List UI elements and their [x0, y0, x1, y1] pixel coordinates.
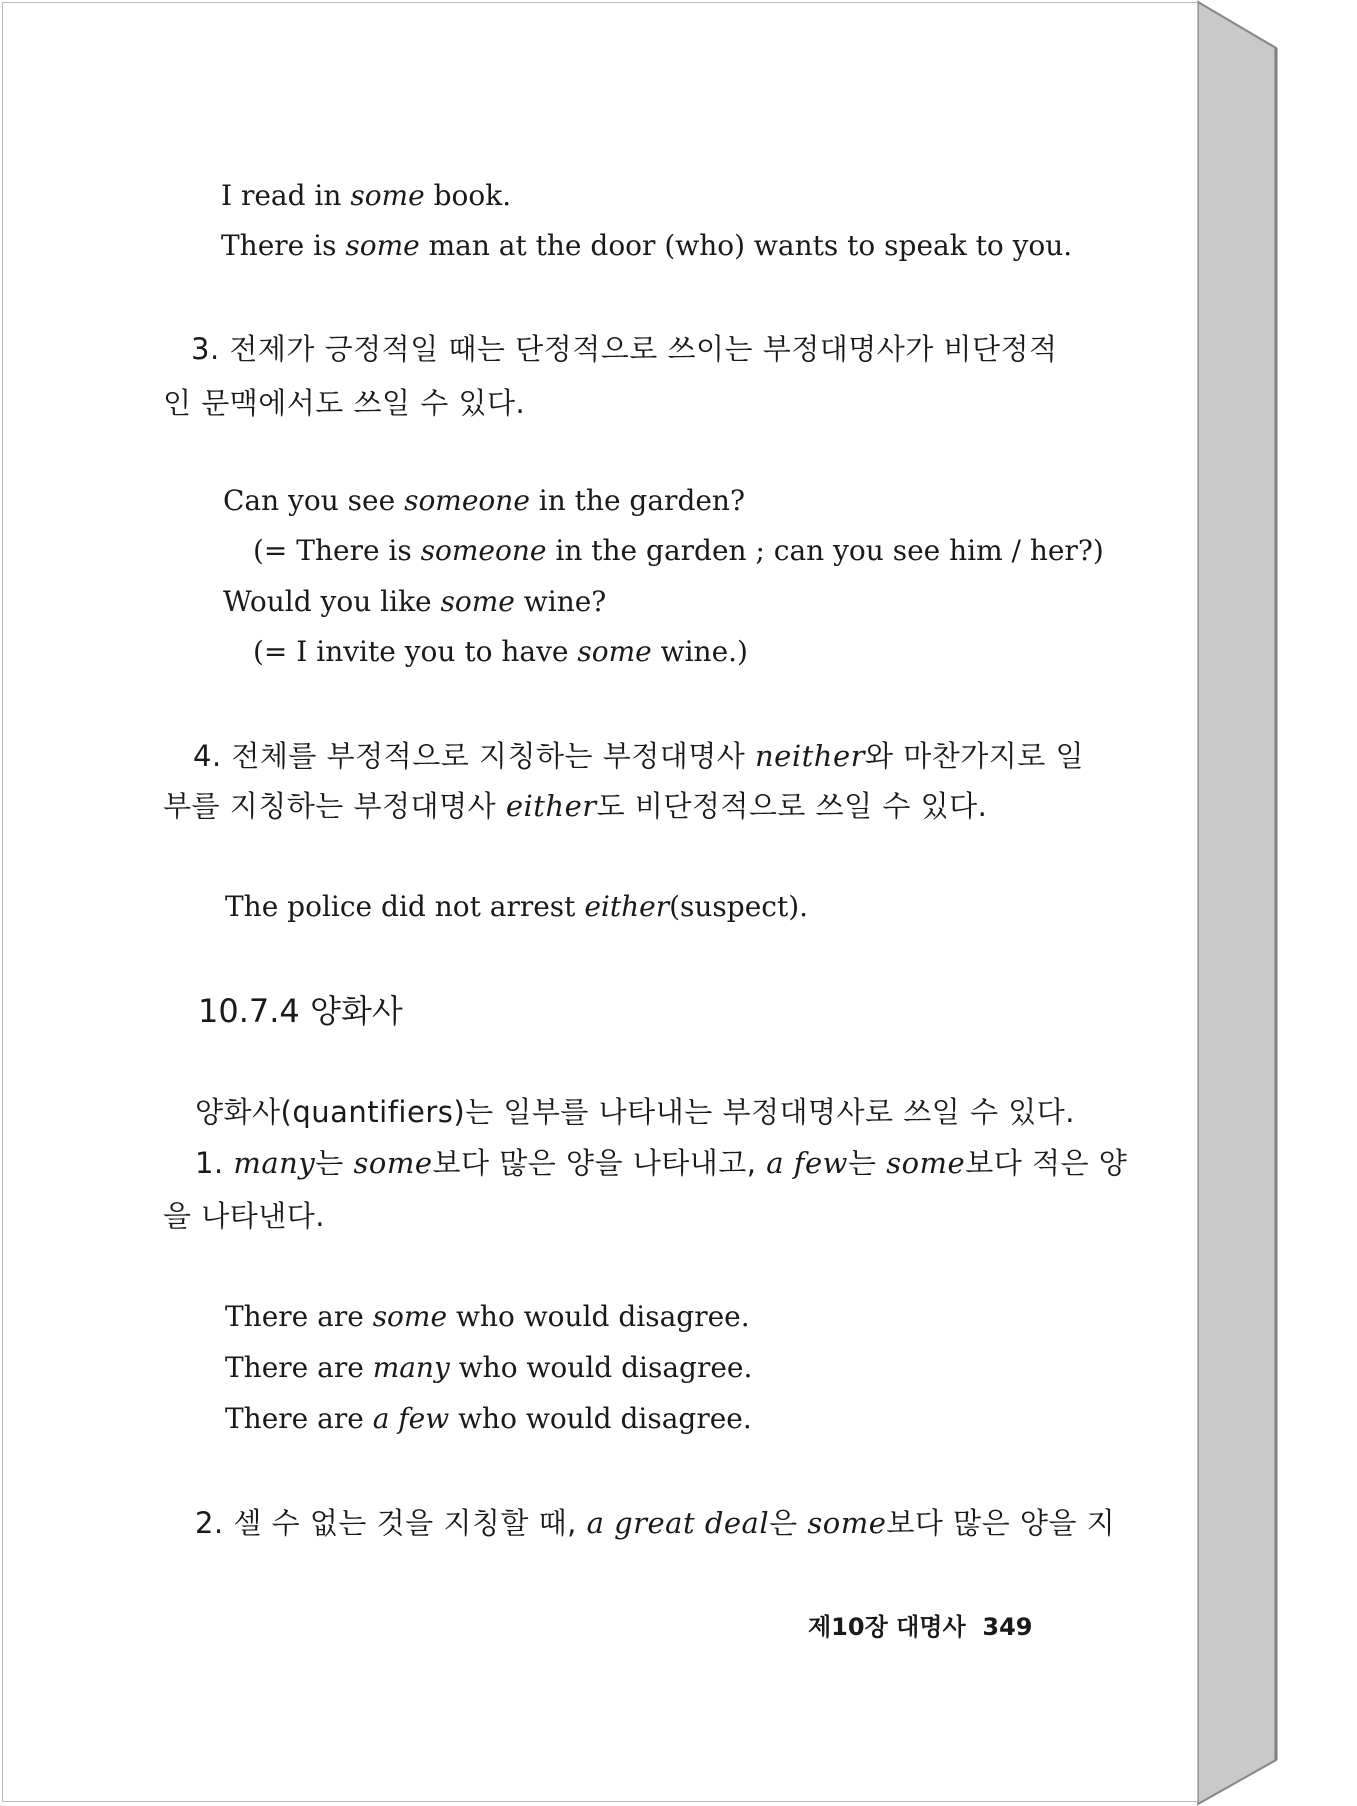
text-line: There are a few who would disagree.	[225, 1402, 752, 1435]
text-line: (= I invite you to have some wine.)	[253, 635, 748, 668]
text-line: (= There is someone in the garden ; can you see him / her?)	[253, 534, 1104, 567]
text-line: 4. 전체를 부정적으로 지칭하는 부정대명사 neither와 마찬가지로 일	[193, 739, 1085, 773]
text-line: 인 문맥에서도 쓰일 수 있다.	[163, 386, 526, 420]
text-line: 3. 전제가 긍정적일 때는 단정적으로 쓰이는 부정대명사가 비단정적	[191, 332, 1058, 366]
text-line: 양화사(quantifiers)는 일부를 나타내는 부정대명사로 쓰일 수 있다.	[195, 1095, 1075, 1129]
text-line: The police did not arrest either(suspect).	[225, 890, 809, 923]
page-footer	[808, 1607, 1033, 1647]
footer-chapter: 제10장 대명사	[808, 1613, 966, 1641]
text-line: There are many who would disagree.	[225, 1351, 753, 1384]
text-line: I read in some book.	[221, 179, 512, 212]
text-line: 을 나타낸다.	[163, 1199, 326, 1233]
text-line: There are some who would disagree.	[225, 1300, 750, 1333]
text-line: Can you see someone in the garden?	[223, 484, 745, 517]
text-line: 2. 셀 수 없는 것을 지칭할 때, a great deal은 some보다 많은 양을 지	[195, 1506, 1116, 1540]
document-page	[2, 2, 1198, 1802]
text-line: 1. many는 some보다 많은 양을 나타내고, a few는 some보다 적은 양	[195, 1146, 1128, 1180]
page-content	[3, 3, 1199, 1803]
text-line: Would you like some wine?	[223, 585, 607, 618]
text-line: 부를 지칭하는 부정대명사 either도 비단정적으로 쓰일 수 있다.	[163, 789, 988, 823]
section-heading: 10.7.4 양화사	[198, 992, 403, 1030]
text-line: There is some man at the door (who) wants to speak to you.	[221, 229, 1073, 262]
page-number: 349	[982, 1613, 1033, 1641]
